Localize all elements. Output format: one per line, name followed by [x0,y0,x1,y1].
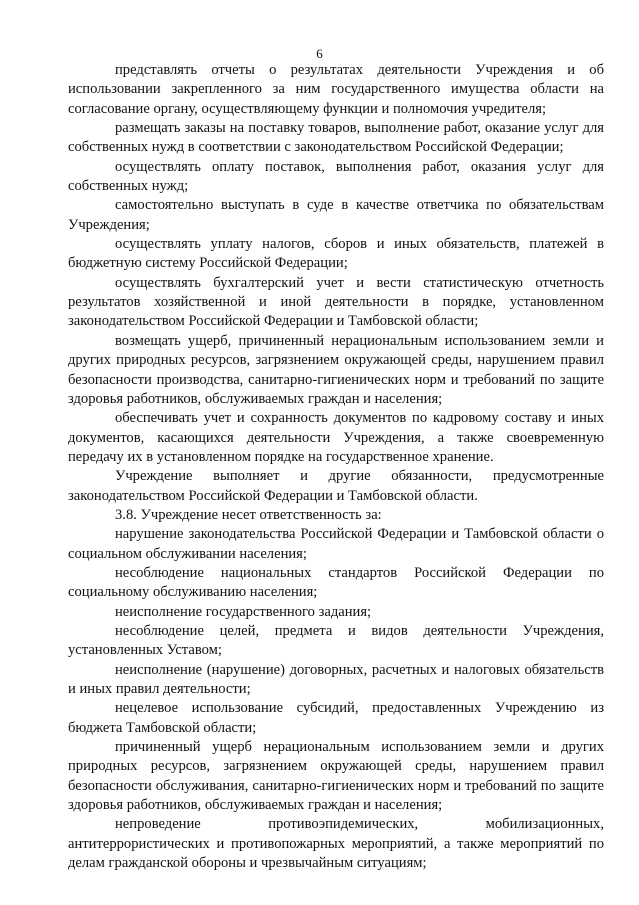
paragraph: неисполнение государственного задания; [115,603,372,620]
paragraph: осуществлять оплату поставок, выполнения работ, оказания услуг для собственных нужд; [68,158,604,195]
paragraph: Учреждение выполняет и другие обязанности, предусмотренные законодательством Российской Федерации и Тамбовской области. [68,468,604,504]
paragraph: несоблюдение национальных стандартов Российской Федерации по социальному обслуживанию населения; [68,564,604,601]
paragraph: обеспечивать учет и сохранность документов по кадровому составу и иных документов, касающихся деятельности Учреждения, а также своевременную передачу их в установленном порядке на государственное хранение. [68,410,604,465]
paragraph: несоблюдение целей, предмета и видов деятельности Учреждения, установленных Уставом; [68,622,604,659]
document-body [68,61,604,873]
paragraph: неисполнение (нарушение) договорных, расчетных и налоговых обязательств и иных правил деятельности; [68,661,604,697]
paragraph: нецелевое использование субсидий, предоставленных Учреждению из бюджета Тамбовской области; [68,700,604,736]
paragraph: возмещать ущерб, причиненный нерациональным использованием земли и других природных ресурсов, загрязнением окружающей среды, нарушением правил безопасности производства, санитарно-гигиенических норм и требований по защите здоровья работников, обслуживаемых граждан и населения; [68,332,604,407]
paragraph: непроведение противоэпидемических, мобилизационных, антитеррористических и противопожарных мероприятий, а также мероприятий по делам гражданской обороны и чрезвычайным ситуациям; [68,816,604,872]
section-heading-3-8: 3.8. Учреждение несет ответственность за: [115,506,382,523]
paragraph: осуществлять уплату налогов, сборов и иных обязательств, платежей в бюджетную систему Российской Федерации; [68,236,604,272]
page-number: 6 [316,46,323,61]
paragraph: причиненный ущерб нерациональным использованием земли и других природных ресурсов, загрязнением окружающей среды, нарушением правил безопасности обслуживания, санитарно-гигиенических норм и требований по защите здоровья работников, обслуживаемых граждан и населения; [68,739,604,814]
paragraph: осуществлять бухгалтерский учет и вести статистическую отчетность результатов хозяйственной и иной деятельности в порядке, установленном законодательством Российской Федерации и Тамбовской области; [68,274,604,330]
paragraph: представлять отчеты о результатах деятельности Учреждения и об использовании закрепленного за ним государственного имущества области на согласование органу, осуществляющему функции и полномочия учредителя; [68,62,604,117]
paragraph: самостоятельно выступать в суде в качестве ответчика по обязательствам Учреждения; [68,197,604,233]
paragraph: нарушение законодательства Российской Федерации и Тамбовской области о социальном обслуживании населения; [68,526,604,562]
paragraph: размещать заказы на поставку товаров, выполнение работ, оказание услуг для собственных нужд в соответствии с законодательством Российской Федерации; [68,120,604,156]
